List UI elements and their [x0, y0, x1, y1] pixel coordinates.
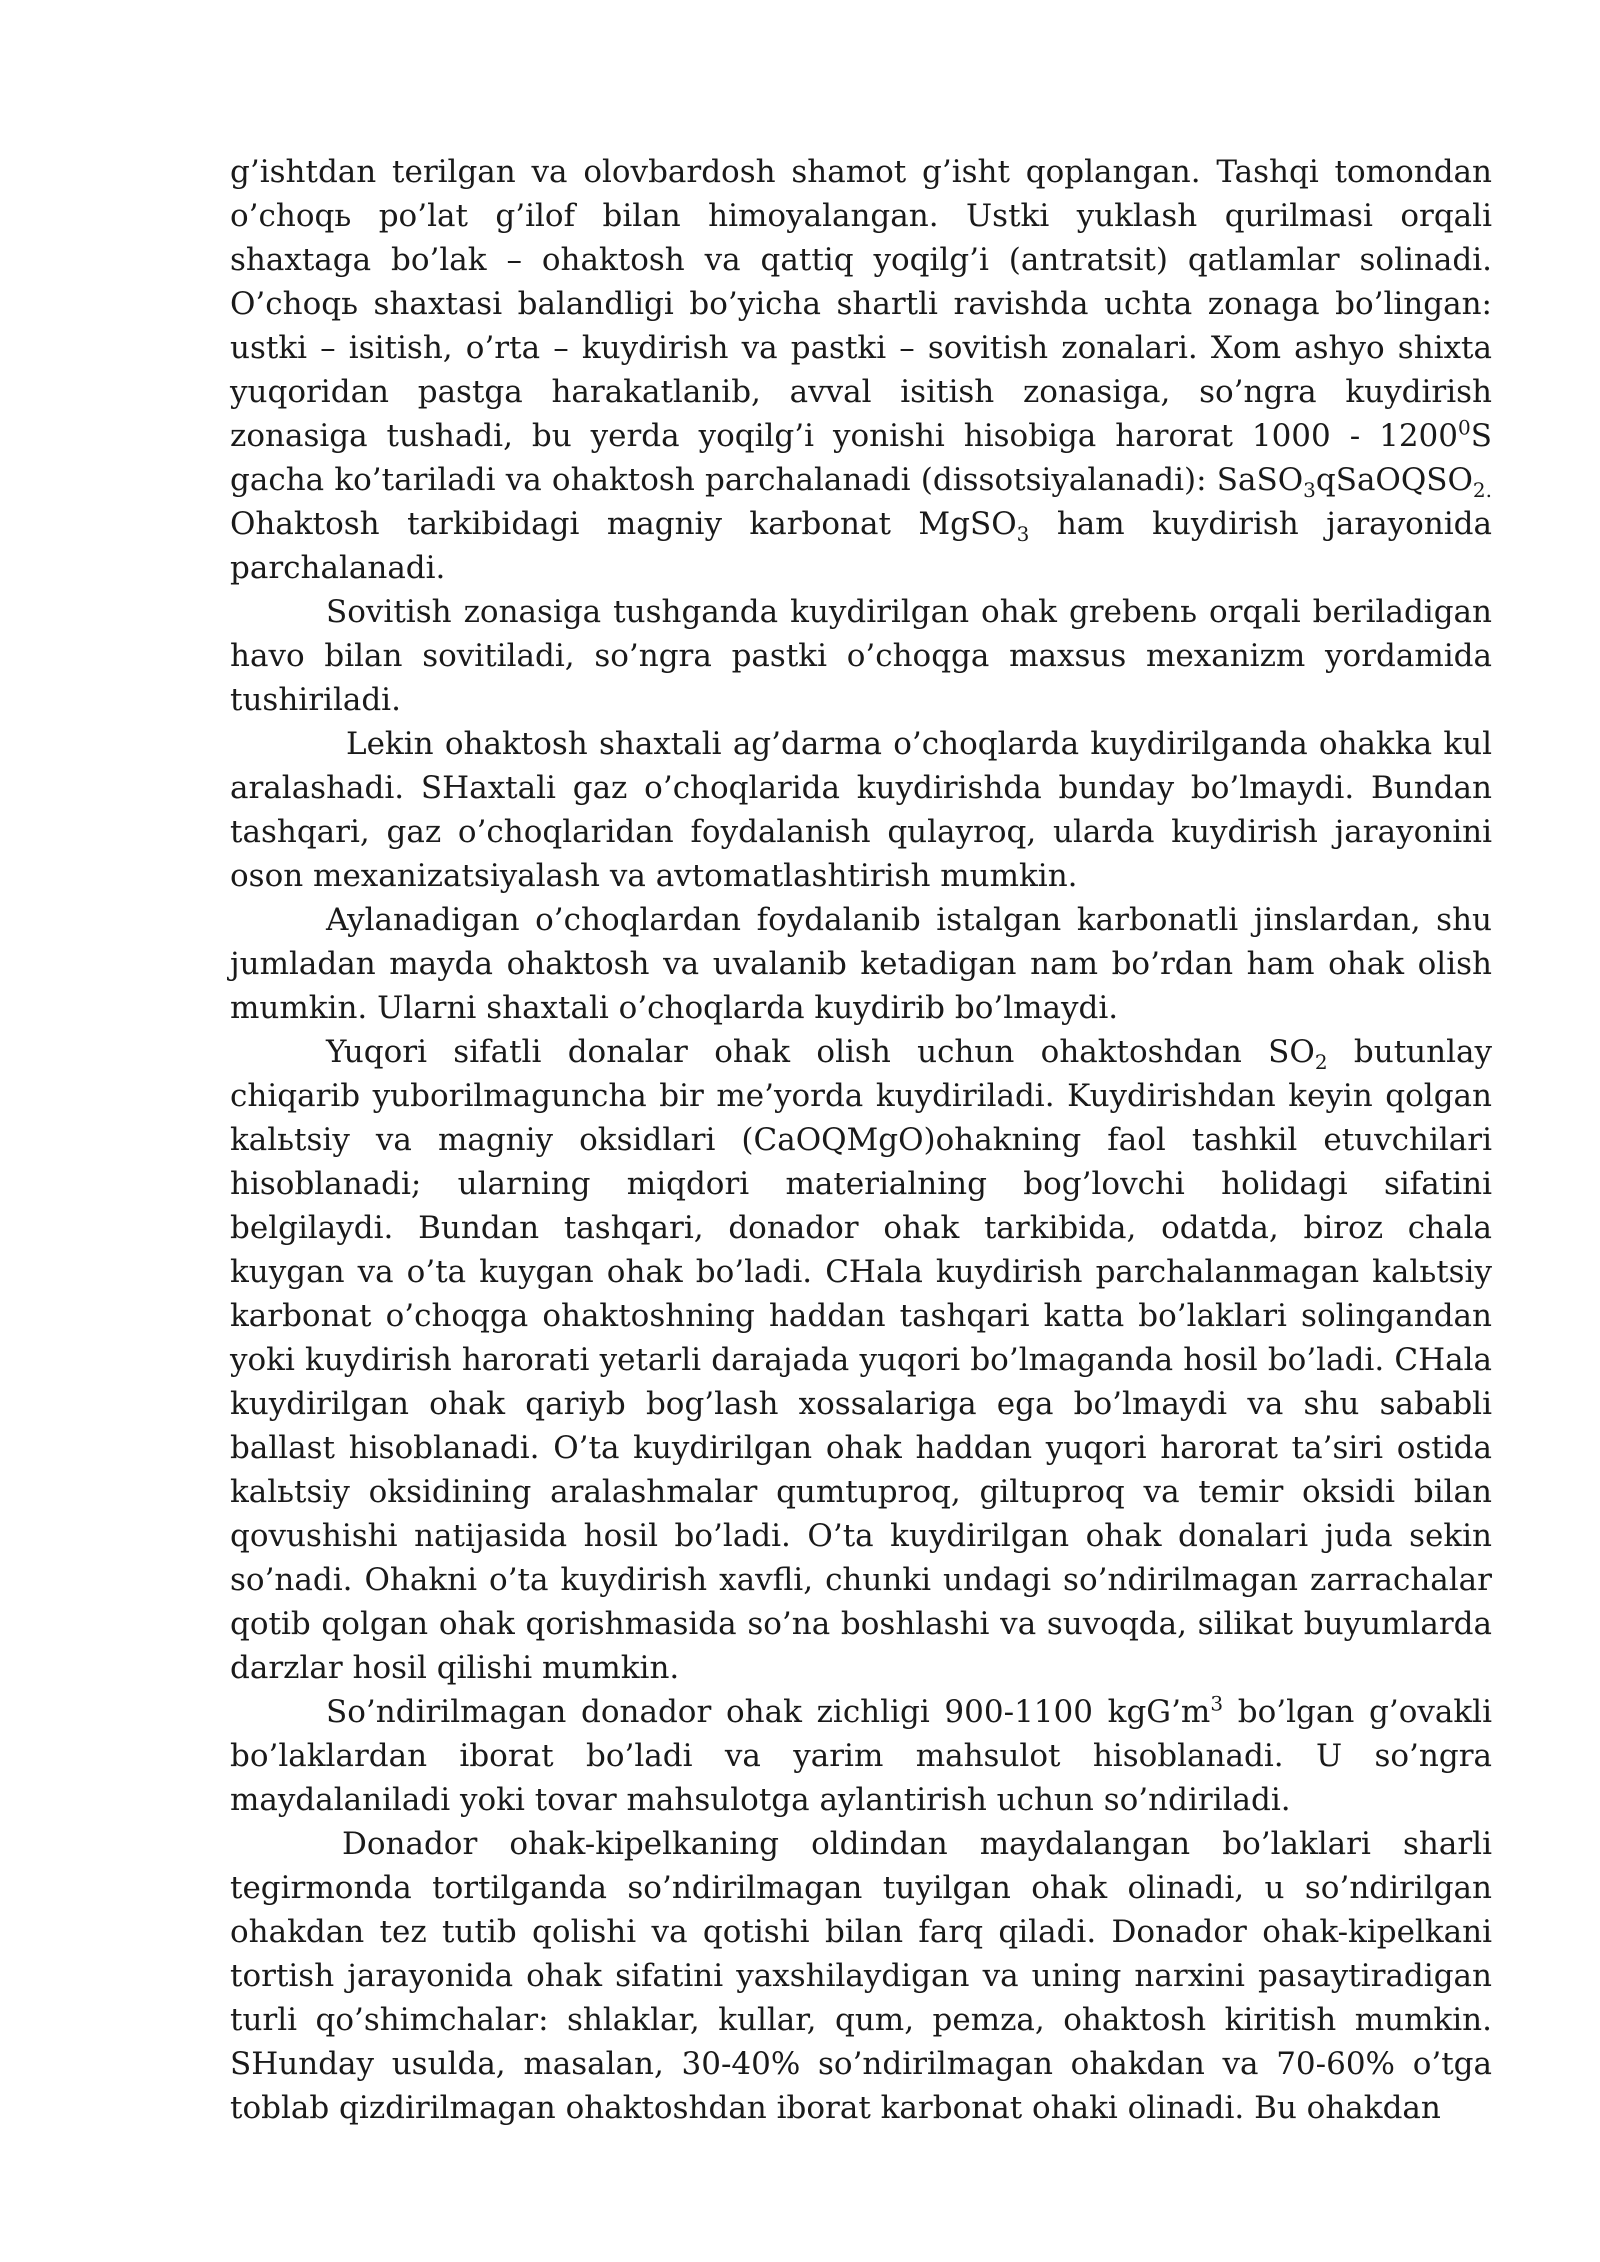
text-run: ham kuydirish jarayonida parchalanadi. — [230, 506, 1493, 586]
subscript: 2. — [1472, 478, 1492, 503]
text-run: bo’lgan g’ovakli bo’laklardan iborat bo’ladi va yarim mahsulot hisoblanadi. U so’ngra maydalaniladi yoki tovar mahsulotga aylantirish uchun so’ndiriladi. — [230, 1694, 1493, 1818]
document-body — [230, 150, 1492, 2130]
paragraph-rotary-kilns: Aylanadigan o’choqlardan foydalanib istalgan karbonatli jinslardan, shu jumladan mayda ohaktosh va uvalanib ketadigan nam bo’rdan ham ohak olish mumkin. Ularni shaxtali o’choqlarda kuydirib bo’lmaydi. — [230, 902, 1492, 1026]
paragraph-cooling-zone: Sovitish zonasiga tushganda kuydirilgan ohak grebenь orqali beriladigan havo bilan sovitiladi, so’ngra pastki o’choqga maxsus mexanizm yordamida tushiriladi. — [230, 594, 1492, 718]
paragraph-lump-lime-density — [230, 1690, 1492, 1822]
text-run: g’ishtdan terilgan va olovbardosh shamot g’isht qoplangan. Tashqi tomondan o’choqь po’lat g’ilof bilan himoyalangan. Ustki yuklash qurilmasi orqali shaxtaga bo’lak – ohaktosh va qattiq yoqilg’i (antratsit) qatlamlar solinadi. O’choqь shaxtasi balandligi bo’yicha shartli ravishda uchta zonaga bo’lingan: ustki – isitish, o’rta – kuydirish va pastki – sovitish zonalari. Xom ashyo shixta yuqoridan pastga harakatlanib, avval isitish zonasiga, so’ngra kuydirish zonasiga tushadi, bu yerda yoqilg’i yonishi hisobiga harorat 1000 - 1200 — [230, 154, 1492, 454]
superscript-degree: 0 — [1458, 415, 1471, 440]
paragraph-ground-lime: Donador ohak-kipelkaning oldindan maydalangan bo’laklari sharli tegirmonda tortilganda so’ndirilmagan tuyilgan ohak olinadi, u so’ndirilgan ohakdan tez tutib qolishi va qotishi bilan farq qiladi. Donador ohak-kipelkani tortish jarayonida ohak sifatini yaxshilaydigan va uning narxini pasaytiradigan turli qo’shimchalar: shlaklar, kullar, qum, pemza, ohaktosh kiritish mumkin. SHunday usulda, masalan, 30-40% so’ndirilmagan ohakdan va 70-60% o’tga toblab qizdirilmagan ohaktoshdan iborat karbonat ohaki olinadi. Bu ohakdan — [230, 1826, 1492, 2126]
subscript: 3 — [1016, 522, 1030, 547]
subscript: 2 — [1314, 1050, 1328, 1075]
text-run: Ohaktosh tarkibidagi magniy karbonat MgSO — [230, 506, 1017, 542]
paragraph-lime-quality — [230, 1030, 1492, 1690]
text-run: So’ndirilmagan donador ohak zichligi 900-1100 kgG’m — [326, 1694, 1211, 1730]
subscript: 3 — [1303, 478, 1316, 503]
text-run: qSaOQSO — [1315, 462, 1473, 498]
text-run: S gacha ko’tariladi va ohaktosh parchalanadi (dissotsiyalanadi): SaSO — [230, 418, 1492, 498]
text-run: butunlay chiqarib yuborilmaguncha bir me’yorda kuydiriladi. Kuydirishdan keyin qolgan kalьtsiy va magniy oksidlari (CaOQMgO)ohakning faol tashkil etuvchilari hisoblanadi; ularning miqdori materialning bog’lovchi holidagi sifatini belgilaydi. Bundan tashqari, donador ohak tarkibida, odatda, biroz chala kuygan va o’ta kuygan ohak bo’ladi. CHala kuydirish parchalanmagan kalьtsiy karbonat o’choqga ohaktoshning haddan tashqari katta bo’laklari solingandan yoki kuydirish harorati yetarli darajada yuqori bo’lmaganda hosil bo’ladi. CHala kuydirilgan ohak qariyb bog’lash xossalariga ega bo’lmaydi va shu sababli ballast hisoblanadi. O’ta kuydirilgan ohak haddan yuqori harorat ta’siri ostida kalьtsiy oksidining aralashmalar qumtuproq, giltuproq va temir oksidi bilan qovushishi natijasida hosil bo’ladi. O’ta kuydirilgan ohak donalari juda sekin so’nadi. Ohakni o’ta kuydirish xavfli, chunki undagi so’ndirilmagan zarrachalar qotib qolgan ohak qorishmasida so’na boshlashi va suvoqda, silikat buyumlarda darzlar hosil qilishi mumkin. — [230, 1034, 1492, 1686]
paragraph-shaft-kiln-zones — [230, 150, 1492, 590]
paragraph-gas-kilns: Lekin ohaktosh shaxtali ag’darma o’choqlarda kuydirilganda ohakka kul aralashadi. SHaxtali gaz o’choqlarida kuydirishda bunday bo’lmaydi. Bundan tashqari, gaz o’choqlaridan foydalanish qulayroq, ularda kuydirish jarayonini oson mexanizatsiyalash va avtomatlashtirish mumkin. — [230, 726, 1492, 894]
superscript-cube: 3 — [1210, 1691, 1224, 1716]
text-run: Yuqori sifatli donalar ohak olish uchun ohaktoshdan SO — [326, 1034, 1315, 1070]
